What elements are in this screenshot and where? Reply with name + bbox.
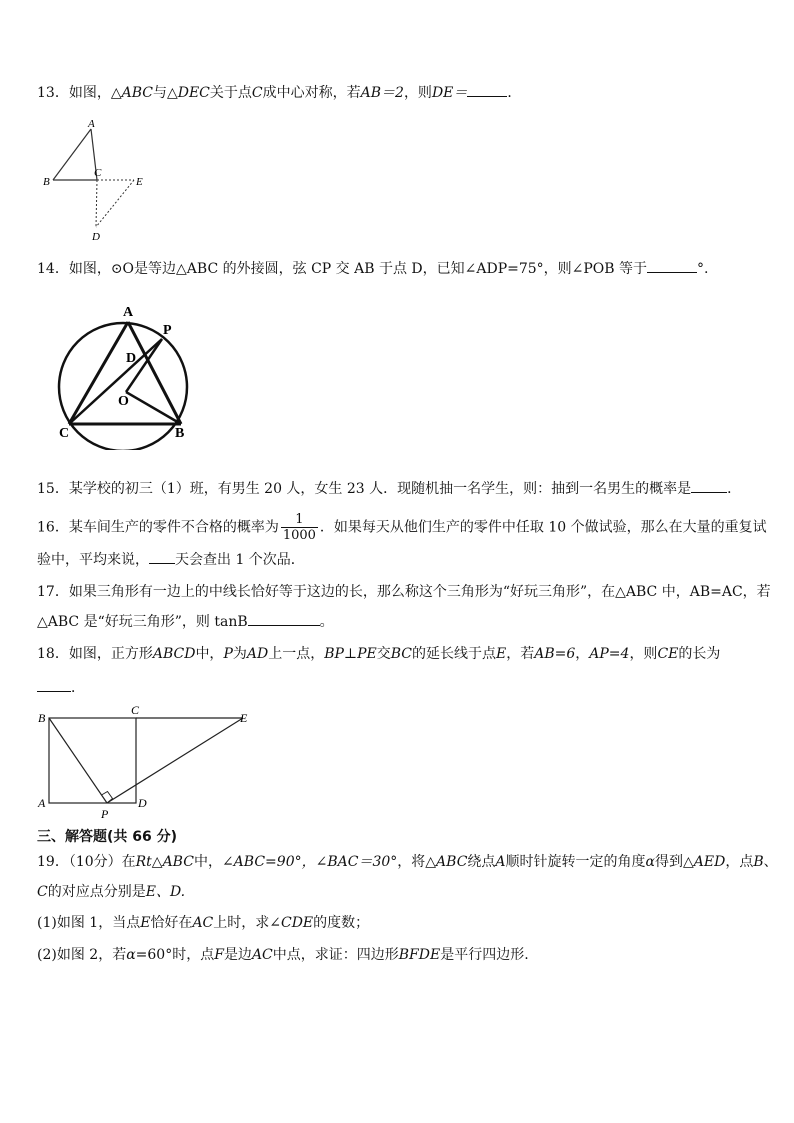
q19-text: 是平行四边形. <box>440 947 529 963</box>
q19-text: ，将 <box>397 854 426 870</box>
probability-fraction <box>281 512 318 543</box>
label-a: A <box>123 305 134 320</box>
q18-point: P <box>223 646 233 662</box>
label-c: C <box>94 167 102 179</box>
answer-blank[interactable] <box>691 478 727 493</box>
q17-text: △ABC 是“好玩三角形”，则 tanB <box>37 614 248 630</box>
segment-ed <box>96 180 134 227</box>
q19-segment: AC <box>251 947 273 963</box>
q19-point: E <box>140 915 151 931</box>
q18-point: E <box>495 646 507 662</box>
q19-text: 19．（10分）在 <box>37 854 136 870</box>
q18-end: ． <box>71 680 85 696</box>
segment-cd <box>96 180 97 227</box>
segment-bp <box>49 718 107 803</box>
q13-triangle-dec: △DEC <box>166 85 210 101</box>
q18-text: 18．如图，正方形 <box>37 646 153 662</box>
q19-text: 中点，求证：四边形 <box>272 947 399 963</box>
q19-text: (1)如图 1，当点 <box>37 915 141 931</box>
label-d: D <box>92 231 100 243</box>
square-abcd <box>49 718 136 803</box>
question-16-line-1 <box>37 512 767 543</box>
segment-pe <box>107 718 243 803</box>
label-e: E <box>240 711 248 725</box>
q15-text: 15．某学校的初三（1）班，有男生 20 人，女生 23 人．现随机抽一名学生，则：抽到一名男生的概率是 <box>37 481 692 497</box>
q19-point: F <box>214 947 224 963</box>
segment-ab <box>53 129 91 180</box>
chord-cp <box>69 339 162 424</box>
label-d: D <box>138 796 147 810</box>
q19-alpha: α <box>126 947 136 963</box>
q14-end: °. <box>697 261 709 277</box>
q19-text: 的对应点分别是 <box>47 884 146 900</box>
label-a: A <box>38 796 46 810</box>
label-p: P <box>163 323 172 338</box>
q18-figure <box>36 702 266 822</box>
label-e: E <box>136 176 143 188</box>
q14-text: 如图，⊙O是等边△ABC 的外接圆，弦 CP 交 AB 于点 D，已知∠ADP=75°，则∠POB 等于 <box>68 261 648 277</box>
q18-perp: BP⊥PE <box>324 646 377 662</box>
q13-point: C <box>251 85 263 101</box>
label-c: C <box>59 426 70 441</box>
q16-text: ．如果每天从他们生产的零件中任取 10 个做试验，那么在大量的重复试 <box>319 519 767 536</box>
answer-blank[interactable] <box>248 611 320 626</box>
q14-figure <box>36 300 206 450</box>
q18-segment: AD <box>246 646 269 662</box>
label-b: B <box>175 426 185 441</box>
q18-text: 中， <box>195 646 224 662</box>
q13-figure <box>36 114 156 244</box>
q18-segment: BC <box>390 646 412 662</box>
q14-number: 14． <box>37 261 69 277</box>
q19-text: 、 <box>763 854 778 870</box>
q18-text: 的长为 <box>678 646 721 662</box>
q18-text: ，若 <box>506 646 535 662</box>
q16-text: 天会查出 1 个次品． <box>175 552 305 568</box>
q13-triangle-abc: △ABC <box>110 85 153 101</box>
q19-points: E、D. <box>145 884 186 900</box>
label-a: A <box>88 118 95 130</box>
q19-segment: AC <box>192 915 214 931</box>
q19-text: 中， <box>193 854 222 870</box>
q19-text: =60°时，点 <box>135 947 215 963</box>
question-14 <box>37 258 708 279</box>
q13-number: 13． <box>37 85 69 101</box>
question-18-line-1 <box>37 644 720 664</box>
q19-text: (2)如图 2，若 <box>37 947 127 963</box>
q18-square: ABCD <box>152 646 196 662</box>
q16-text: 验中，平均来说， <box>37 552 149 568</box>
q19-text: 的度数； <box>313 915 370 931</box>
q19-text: 绕点 <box>467 854 496 870</box>
q18-condition: AP=4 <box>589 646 630 662</box>
q18-text: 上一点， <box>268 646 325 662</box>
question-15 <box>37 478 741 499</box>
q18-text: ，则 <box>629 646 658 662</box>
q18-text: 为 <box>232 646 247 662</box>
q19-angles: ∠ABC=90°，∠BAC＝30° <box>221 854 398 870</box>
answer-blank[interactable] <box>467 82 507 97</box>
q18-segment: CE <box>657 646 679 662</box>
question-17-line-2 <box>37 611 334 632</box>
question-13 <box>37 82 521 103</box>
q19-text: 得到 <box>655 854 683 870</box>
q19-angle: ∠CDE <box>269 915 314 931</box>
label-b: B <box>38 711 46 725</box>
q13-condition: AB＝2 <box>360 85 404 101</box>
question-19-part-1 <box>37 913 369 933</box>
q19-point: A <box>495 854 506 870</box>
q19-text: ，点 <box>725 854 754 870</box>
q13-text: 成中心对称，若 <box>262 85 361 101</box>
question-18-line-2 <box>37 677 85 698</box>
q18-text: ， <box>575 646 590 662</box>
q18-condition: AB=6 <box>534 646 576 662</box>
section-heading: 三、解答题(共 66 分) <box>37 829 178 845</box>
label-b: B <box>43 176 50 188</box>
q16-text: 16．某车间生产的零件不合格的概率为 <box>37 519 279 536</box>
q13-text: 关于点 <box>209 85 252 101</box>
q19-triangle: Rt△ABC <box>135 854 194 870</box>
fraction-denominator: 1000 <box>282 528 316 543</box>
q13-text: 与 <box>152 85 167 101</box>
q17-end: 。 <box>319 614 334 630</box>
answer-blank[interactable] <box>37 677 71 692</box>
fraction-numerator: 1 <box>281 512 318 528</box>
q19-point: C <box>37 884 48 900</box>
label-d: D <box>126 351 137 366</box>
q15-end: ． <box>727 481 742 497</box>
q19-text: 上时，求 <box>213 915 270 931</box>
answer-blank[interactable] <box>647 258 697 273</box>
q18-text: 的延长线于点 <box>411 646 496 662</box>
q18-text: 交 <box>376 646 391 662</box>
q17-text: 17．如果三角形有一边上的中线长恰好等于这边的长，那么称这个三角形为“好玩三角形”，在△ABC 中，AB=AC，若 <box>37 584 771 600</box>
question-19-part-2 <box>37 945 529 965</box>
label-c: C <box>131 703 140 717</box>
q19-point: B <box>753 854 764 870</box>
question-19-line-1 <box>37 852 778 872</box>
circumcircle <box>59 323 187 450</box>
label-p: P <box>101 807 109 821</box>
q19-triangle: △AED <box>683 854 726 870</box>
q19-quadrilateral: BFDE <box>398 947 441 963</box>
question-17-line-1 <box>37 582 771 602</box>
question-16-line-2 <box>37 549 305 570</box>
q13-text: ，则 <box>403 85 432 101</box>
q19-text: 恰好在 <box>150 915 193 931</box>
q19-alpha: α <box>645 854 655 870</box>
q13-question: DE＝ <box>431 85 468 101</box>
q19-triangle: △ABC <box>425 854 468 870</box>
label-o: O <box>118 394 129 409</box>
answer-blank[interactable] <box>149 549 175 564</box>
q13-end: ． <box>507 85 522 101</box>
q19-text: 是边 <box>223 947 252 963</box>
question-19-line-2 <box>37 882 185 902</box>
q19-text: 顺时针旋转一定的角度 <box>505 854 646 870</box>
q13-text: 如图， <box>68 85 111 101</box>
